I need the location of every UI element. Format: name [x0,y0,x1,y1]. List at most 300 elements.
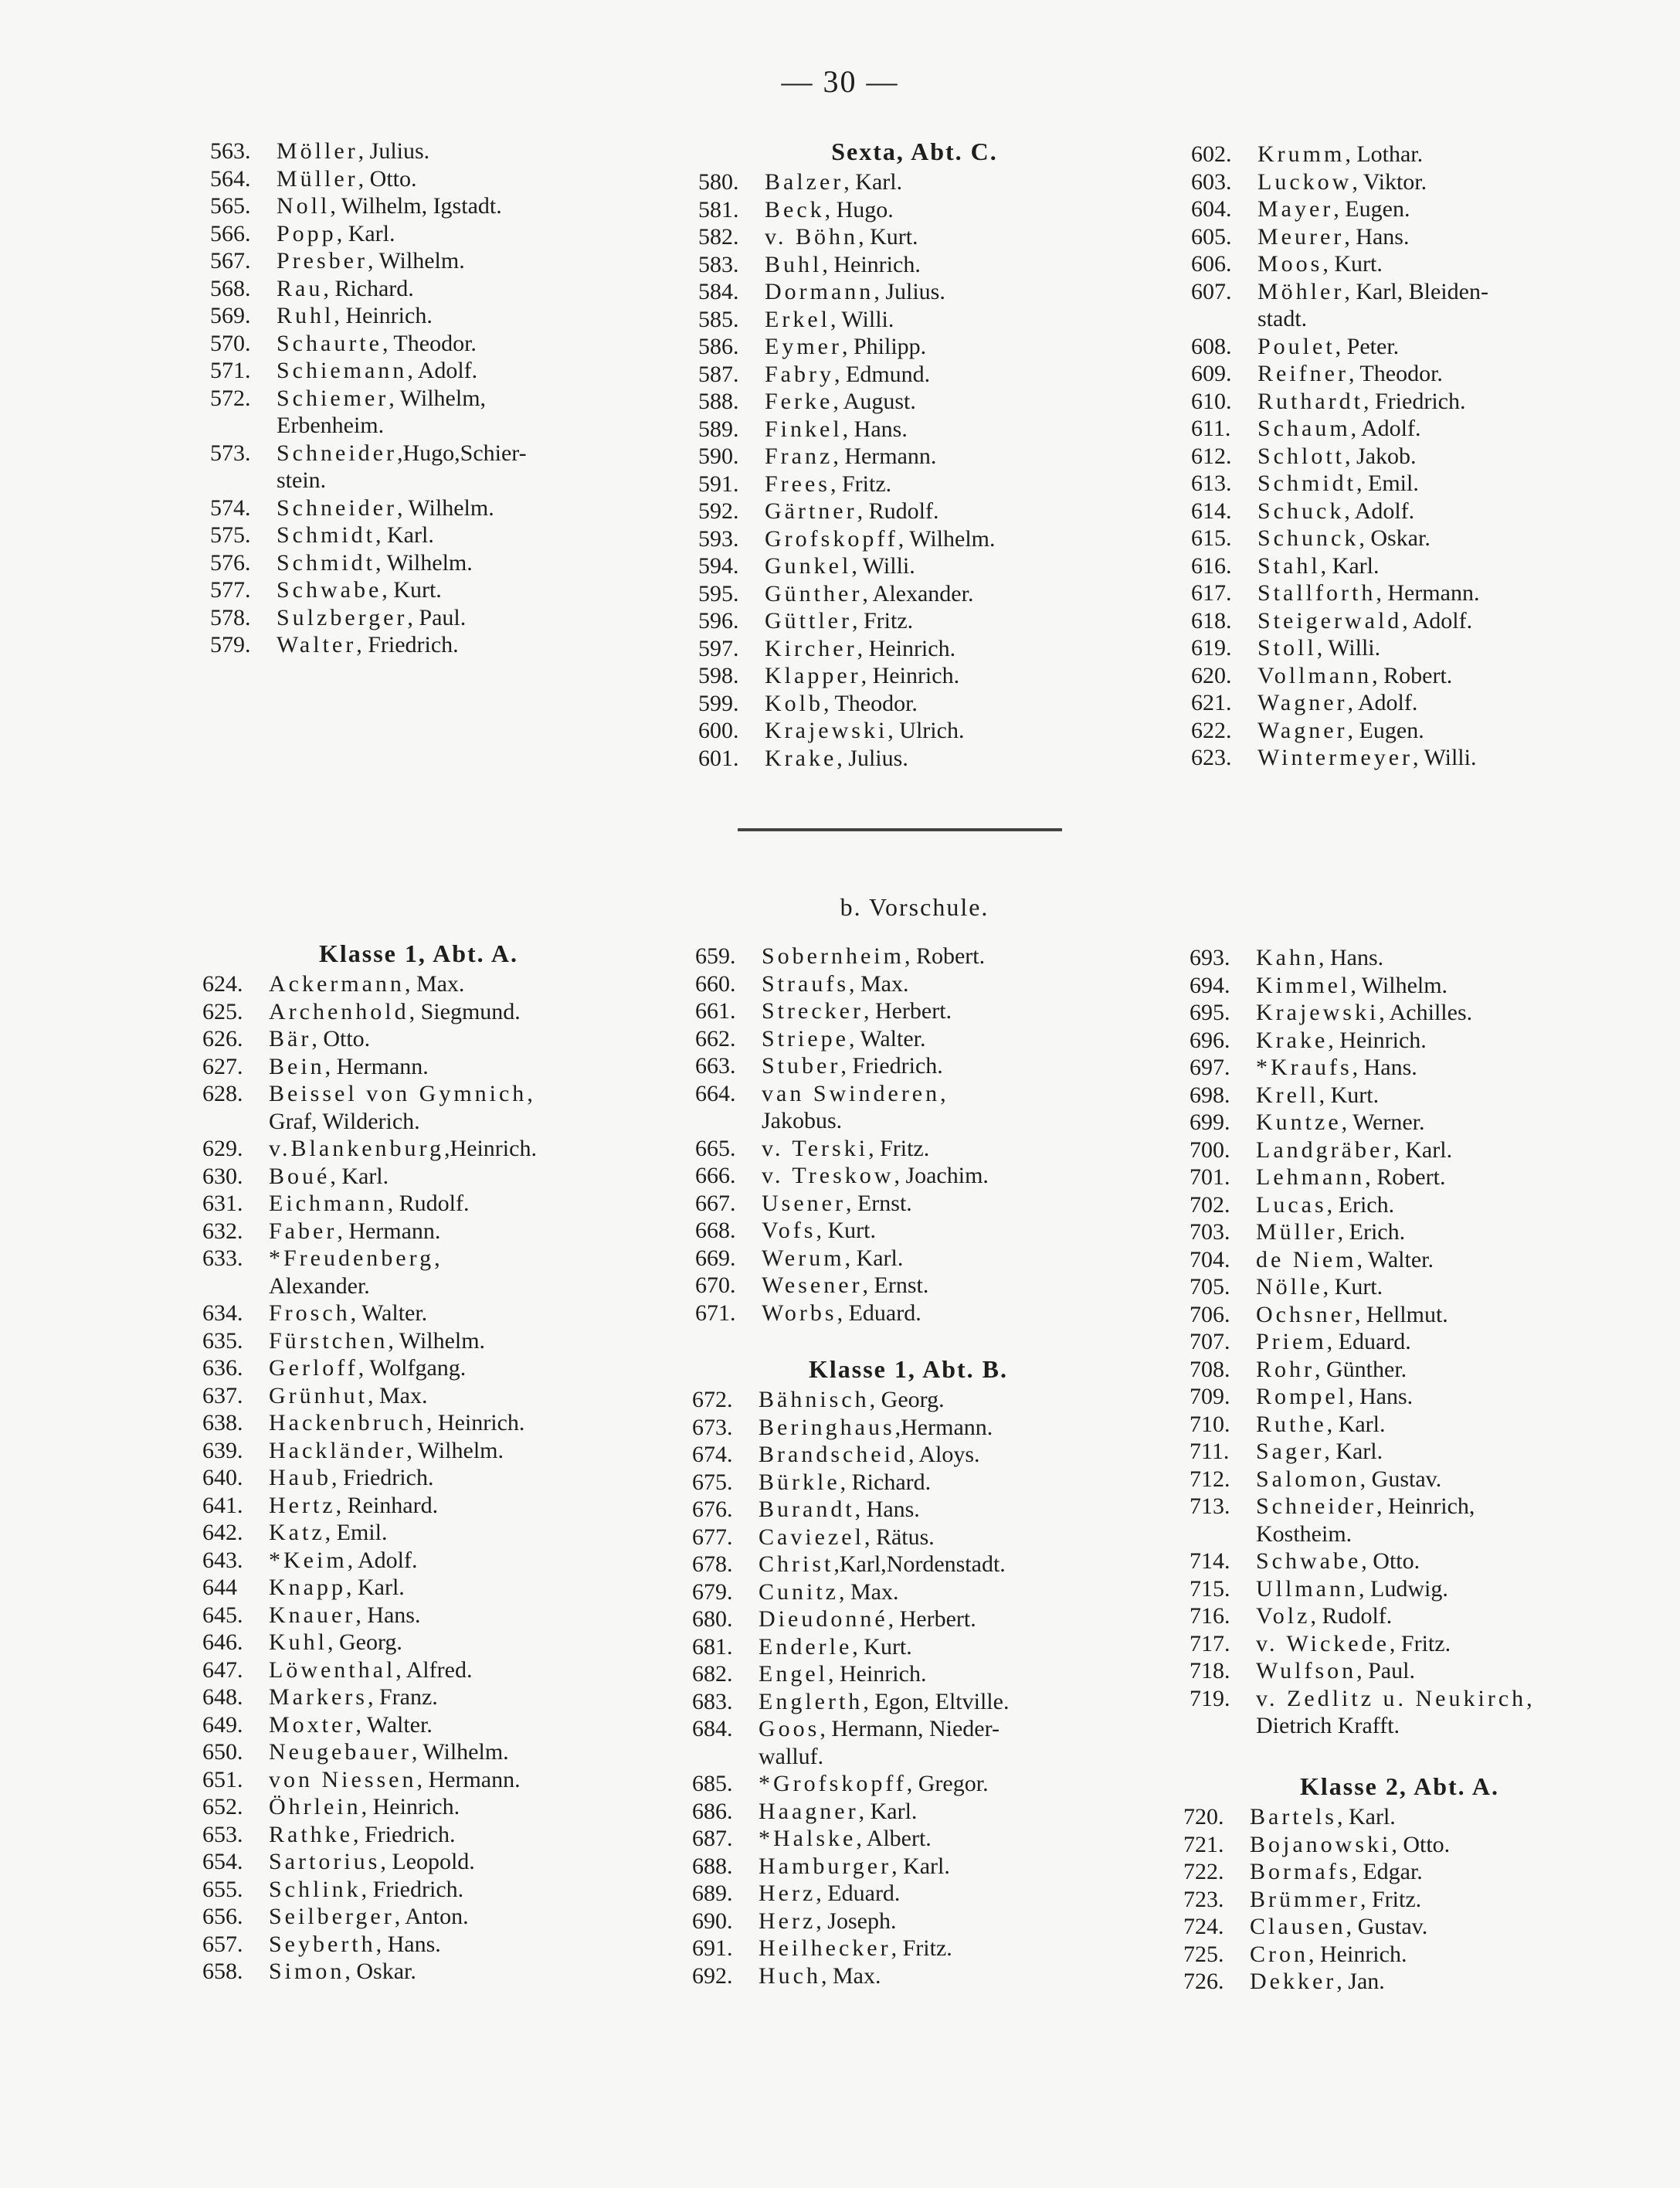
given-name: , Hermann. [833,443,937,469]
entry-number: 656. [202,1904,243,1929]
surname: Möller [277,138,358,164]
surname: Cron [1250,1941,1308,1967]
entry-number: 624. [202,971,243,997]
list-item [202,1519,635,1547]
surname: Schlott [1257,443,1346,469]
entry-name [1257,689,1417,717]
entry-number: 593. [698,525,739,552]
surname: Nölle [1256,1274,1323,1300]
entry-number: 701. [1190,1164,1230,1190]
list-item [1183,1886,1616,1914]
given-name: , Julius. [837,745,908,771]
list-item [202,1382,635,1410]
given-name: , Herbert. [863,998,952,1024]
entry-name [1257,607,1472,635]
entry-name [269,1080,533,1135]
given-name: , Richard. [323,275,414,301]
given-name: , Karl. [1324,1439,1383,1464]
entry-number: 575. [210,522,251,548]
surname: v. Terski [762,1135,869,1161]
entry-number: 691. [692,1935,733,1961]
list-item [1191,195,1624,223]
entry-number: 641. [202,1492,243,1518]
list-item [1190,1438,1653,1466]
surname: Kuhl [269,1629,328,1655]
list-item [1191,498,1624,525]
list-item [210,440,643,494]
surname: de Niem [1256,1246,1357,1272]
list-column-bottom-3a [1190,944,1653,1740]
entry-name [1256,1328,1411,1356]
entry-number: 645. [202,1602,243,1628]
entry-name [759,1853,950,1881]
entry-number: 693. [1190,945,1230,970]
entry-number: 587. [698,361,739,387]
given-name: , Hans. [1344,223,1410,250]
surname: Herz [759,1881,816,1906]
entry-number: 683. [692,1688,733,1714]
list-item [1190,1191,1653,1219]
entry-number: 647. [202,1656,243,1683]
list-item [692,1853,1125,1881]
entry-name [1257,415,1421,443]
given-name: , Oskar. [344,1959,416,1984]
list-item [210,302,643,330]
surname: Englerth [759,1688,864,1714]
entry-name [277,165,417,193]
surname: Günther [765,580,863,606]
surname: Bürkle [759,1469,840,1495]
list-item [1191,223,1624,251]
surname: Haagner [759,1798,859,1824]
entry-number: 604. [1191,196,1232,222]
entry-number: 677. [692,1524,733,1550]
entry-name [1257,388,1465,416]
surname: Salomon [1256,1466,1360,1492]
surname: Vofs [762,1218,816,1243]
list-item [202,1245,635,1300]
entry-number: 684. [692,1716,733,1741]
entry-name [759,1633,912,1661]
given-name: , Heinrich. [1308,1941,1407,1967]
surname: v.Blankenburg [269,1136,444,1161]
given-name: , Adolf. [407,358,478,383]
list-item [695,1135,1128,1163]
entry-number: 616. [1191,552,1232,579]
entry-name [762,1080,946,1135]
list-item [692,1880,1125,1908]
entry-number: 598. [698,663,739,688]
list-item [202,1766,635,1794]
list-item [1190,972,1653,1000]
list-item [692,1633,1125,1661]
surname: Stahl [1257,552,1321,579]
given-name: , Kurt. [1322,251,1383,277]
entry-number: 671. [695,1300,736,1326]
given-name: , Fritz. [1359,1886,1422,1912]
entry-name [759,1605,976,1633]
entry-name [765,168,902,196]
entry-number: 716. [1190,1603,1230,1629]
entry-number: 581. [698,196,739,223]
entry-number: 664. [695,1080,736,1106]
entry-number: 667. [695,1190,736,1216]
entry-name [1257,498,1414,525]
entry-name [765,443,936,471]
surname: van Swinderen [762,1080,941,1106]
entry-number: 642. [202,1520,243,1545]
entry-name [1256,1411,1385,1439]
entry-name [277,302,433,330]
list-item [1191,525,1624,552]
given-name: , Karl, Bleiden- stadt. [1257,278,1488,331]
list-item [1183,1913,1616,1941]
given-name: , Julius. [874,279,945,304]
entry-name [1257,662,1452,690]
surname: Schwabe [1256,1548,1362,1574]
given-name: , Eduard. [816,1881,901,1906]
entry-name [1250,1858,1423,1886]
entry-name [269,1547,418,1575]
entry-name [759,1825,932,1853]
surname: Huch [759,1962,821,1989]
entry-number: 702. [1190,1191,1230,1218]
given-name: , Leopold. [380,1849,475,1874]
entry-name [765,388,916,416]
entry-number: 679. [692,1578,733,1605]
list-item [695,1245,1128,1272]
entry-number: 615. [1191,525,1232,551]
entry-name [269,1409,524,1437]
list-column-top-1 [210,138,643,659]
surname: Beck [765,196,825,223]
surname: Wagner [1257,690,1348,715]
entry-number: 564. [210,165,251,192]
entry-name [759,1935,952,1962]
list-item [1191,607,1624,635]
list-item [1190,1657,1653,1685]
entry-name [269,1190,469,1218]
list-item [698,717,1131,745]
given-name: , Hans. [842,416,908,442]
entry-name [269,1053,429,1081]
entry-number: 700. [1190,1136,1230,1163]
surname: Krumm [1257,141,1346,167]
surname: Usener [762,1190,846,1216]
surname: Beissel von Gymnich [269,1081,528,1106]
surname: v. Wickede [1256,1630,1390,1656]
entry-number: 614. [1191,498,1232,524]
entry-name [765,306,894,334]
list-item [1190,1054,1653,1082]
list-item [695,1217,1128,1245]
list-item [202,1683,635,1711]
entry-number: 704. [1190,1246,1230,1272]
list-item [698,745,1131,773]
entry-number: 631. [202,1191,243,1216]
given-name: , Oskar. [1359,525,1431,551]
entry-number: 577. [210,577,251,603]
list-item [210,631,643,659]
entry-number: 574. [210,494,251,521]
surname: v. Treskow [762,1163,894,1188]
entry-number: 590. [698,443,739,469]
entry-number: 690. [692,1908,733,1934]
list-item [698,251,1131,279]
given-name: , Karl. [330,1163,389,1189]
entry-name [1257,744,1476,772]
given-name: , Friedrich. [356,632,459,657]
entry-number: 638. [202,1410,243,1435]
surname: Wesener [762,1272,863,1298]
entry-name [762,1162,989,1190]
entry-number: 572. [210,385,251,411]
given-name: , Karl. [891,1853,950,1879]
surname: Kimmel [1256,972,1351,998]
list-column-klasse1-a [202,938,635,1986]
entry-number: 662. [695,1025,736,1052]
given-name: , Alfred. [395,1656,473,1683]
list-item [1190,1548,1653,1575]
entry-name [765,196,894,224]
entry-name [1250,1886,1421,1914]
entry-number: 680. [692,1606,733,1632]
given-name: , Gustav. [1346,1914,1428,1939]
entry-number: 613. [1191,471,1232,496]
given-name: , Karl. [1393,1136,1453,1163]
surname: *Halske [759,1826,857,1851]
given-name: , Joseph. [816,1908,897,1934]
surname: Rau [277,275,324,301]
list-item [202,1574,635,1602]
given-name: , Jan. [1336,1969,1385,1994]
given-name: , Viktor. [1352,168,1427,195]
list-item [210,165,643,193]
surname: Heilhecker [759,1935,891,1961]
surname: Krajewski [1256,1000,1380,1025]
entry-number: 608. [1191,333,1232,359]
surname: Moos [1257,251,1323,277]
surname: Markers [269,1684,368,1710]
entry-number: 573. [210,440,251,466]
entry-number: 643. [202,1547,243,1573]
surname: Volz [1256,1603,1311,1629]
surname: Poulet [1257,333,1336,359]
list-item [692,1770,1125,1798]
surname: Ackermann [269,971,405,997]
section-divider [738,828,1062,831]
given-name: , Robert. [904,943,986,969]
surname: Grofskopff [765,525,898,552]
given-name: , Max. [404,971,465,997]
section-heading: Klasse 1, Abt. B. [808,1355,1009,1383]
given-name: , Herbert. [888,1606,976,1632]
entry-name [1257,278,1488,333]
list-item [695,1025,1128,1053]
entry-name [277,522,434,549]
surname: Hackenbruch [269,1410,426,1435]
entry-name [277,138,429,165]
entry-name [1256,1109,1424,1136]
list-item [1191,470,1624,498]
entry-number: 676. [692,1497,733,1522]
entry-name [759,1908,896,1935]
entry-name [1256,1493,1475,1548]
given-name: , Dietrich Krafft. [1256,1685,1532,1738]
list-column-klasse2-a [1183,1771,1616,1996]
entry-number: 594. [698,553,739,579]
surname: Fabry [765,361,834,387]
given-name: , Albert. [856,1826,932,1851]
list-item [202,1053,635,1081]
entry-name [765,745,908,773]
given-name: , Heinrich. [857,635,956,661]
surname: Rohr [1256,1356,1315,1382]
entry-name [269,998,521,1026]
vorschule-heading: b. Vorschule. [840,893,989,921]
list-item [210,494,643,522]
entry-name [269,1382,428,1410]
entry-name [759,1660,926,1688]
given-name: , Karl. [1320,552,1380,579]
surname: Walter [277,632,357,657]
entry-name [1257,333,1399,361]
given-name: , Fritz. [868,1135,930,1161]
given-name: , Karl. [843,169,903,195]
given-name: , Theodor. [1348,361,1443,386]
entry-name [269,1683,438,1711]
surname: Stallforth [1257,580,1376,606]
list-item [695,1080,1128,1135]
surname: Clausen [1250,1914,1346,1939]
entry-name [277,192,502,220]
given-name: , Achilles. [1379,1000,1473,1025]
list-item [1191,552,1624,580]
given-name: , Lothar. [1345,141,1424,167]
entry-name [269,1931,441,1959]
entry-name [765,361,930,389]
list-item [1191,443,1624,471]
given-name: , Karl. [336,220,395,246]
given-name: , Theodor. [823,690,918,716]
list-item [1190,1328,1653,1356]
given-name: , Friedrich. [352,1821,456,1847]
list-item [695,1272,1128,1300]
entry-number: 660. [695,970,736,997]
given-name: , Erich. [1326,1191,1395,1218]
surname: Cunitz [759,1578,839,1605]
surname: Frosch [269,1300,351,1326]
surname: Schunck [1257,525,1359,551]
entry-name [765,580,973,608]
entry-number: 609. [1191,361,1232,386]
given-name: , Wilhelm. [388,1327,486,1354]
entry-name [1257,717,1424,745]
entry-number: 568. [210,275,251,301]
entry-number: 712. [1190,1466,1230,1492]
entry-name [762,1052,943,1080]
list-item [692,1605,1125,1633]
list-item [1190,1218,1653,1246]
entry-number: 695. [1190,1000,1230,1025]
entry-name [762,997,952,1025]
entry-number: 627. [202,1053,243,1079]
entry-number: 709. [1190,1384,1230,1409]
given-name: , Hermann. [1376,580,1480,606]
entry-name [1256,1301,1448,1329]
list-item [695,1162,1128,1190]
given-name: , Kurt. [382,577,442,603]
surname: Lucas [1256,1191,1327,1218]
given-name: , Wilhelm. [898,525,996,552]
entry-number: 576. [210,549,251,576]
entry-number: 670. [695,1272,736,1298]
surname: Caviezel [759,1524,864,1550]
entry-number: 657. [202,1931,243,1957]
entry-name [269,1958,416,1986]
entry-number: 637. [202,1382,243,1408]
surname: Müller [277,165,358,192]
entry-name [277,275,414,303]
entry-number: 682. [692,1661,733,1687]
given-name: , Eduard. [837,1300,921,1326]
entry-name [1257,168,1427,196]
list-item [1190,1136,1653,1164]
entry-name [759,1688,1009,1716]
given-name: , Karl. [375,522,434,548]
entry-number: 640. [202,1465,243,1490]
entry-number: 722. [1183,1859,1224,1884]
surname: Steigerwald [1257,607,1403,634]
given-name: , Karl. [858,1798,918,1824]
list-item [1190,1575,1653,1603]
entry-name [269,1519,387,1547]
list-item [698,443,1131,471]
list-item [210,138,643,165]
list-item [210,330,643,358]
surname: Bojanowski [1250,1831,1392,1857]
entry-name [1257,470,1419,498]
entry-name [1256,1218,1405,1246]
entry-number: 713. [1190,1493,1230,1519]
surname: Bein [269,1053,325,1079]
entry-number: 651. [202,1766,243,1792]
surname: Grünhut [269,1382,368,1408]
entry-number: 633. [202,1245,243,1271]
given-name: , Heinrich. [426,1410,525,1435]
entry-number: 678. [692,1551,733,1577]
given-name: , Otto. [1391,1831,1451,1857]
surname: Müller [1256,1219,1338,1245]
given-name: , Kurt. [852,1633,912,1660]
list-item [1191,168,1624,196]
entry-number: 723. [1183,1886,1224,1912]
given-name: , Robert. [1372,662,1453,688]
given-name: , Rudolf. [387,1191,470,1216]
entry-number: 570. [210,330,251,356]
list-item [210,576,643,604]
given-name: , Kurt. [1322,1274,1383,1300]
list-item [202,1656,635,1684]
surname: Rathke [269,1821,353,1847]
given-name: ,Hugo,Schier- stein. [277,440,527,493]
entry-name [277,576,442,604]
entry-name [269,1492,438,1520]
section-heading: Klasse 1, Abt. A. [318,939,519,967]
entry-number: 636. [202,1355,243,1381]
entry-name [1250,1968,1385,1996]
given-name: , Emil. [1356,471,1419,496]
